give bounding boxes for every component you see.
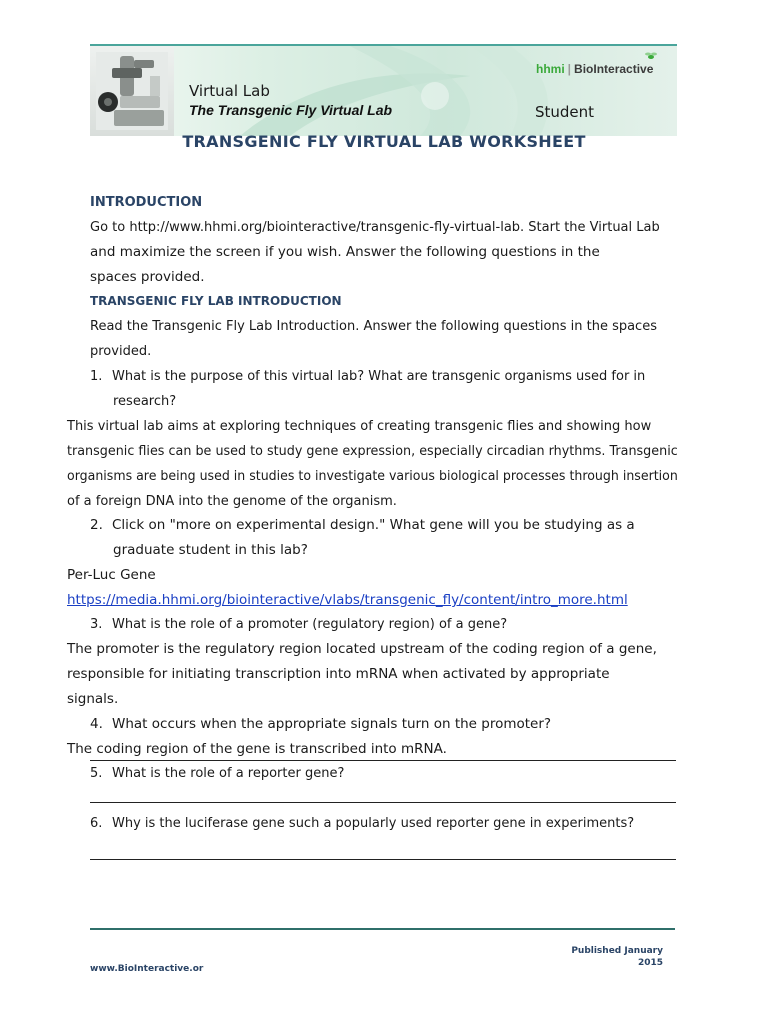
logo-hhmi: hhmi (536, 62, 565, 76)
question-text: What is the role of a reporter gene? (112, 766, 345, 781)
introduction-heading: INTRODUCTION (90, 195, 203, 210)
question-text: What is the role of a promoter (regulatory region) of a gene? (112, 617, 508, 632)
introduction-line-1: Go to http://www.hhmi.org/biointeractive/transgenic-fly-virtual-lab. Start the Virtual Lab (90, 220, 660, 235)
answer-line (90, 760, 676, 761)
question-number: 2. (90, 517, 103, 533)
answer-3-line-1: The promoter is the regulatory region located upstream of the coding region of a gene, (67, 641, 657, 657)
question-1-line-2: research? (113, 394, 177, 409)
fly-intro-line-2: provided. (90, 344, 152, 359)
question-number: 3. (90, 617, 103, 632)
question-number: 4. (90, 716, 103, 732)
question-text: Why is the luciferase gene such a popularly used reporter gene in experiments? (112, 816, 635, 831)
fly-intro-heading: TRANSGENIC FLY LAB INTRODUCTION (90, 294, 342, 308)
microscope-image (90, 46, 174, 136)
footer-published: Published January 2015 (571, 946, 663, 968)
hhmi-biointeractive-logo (536, 62, 653, 76)
question-6 (90, 816, 634, 831)
answer-3-line-3: signals. (67, 691, 119, 707)
answer-line-6[interactable] (90, 859, 676, 860)
answer-4-text: The coding region of the gene is transcribed into mRNA. (67, 741, 447, 757)
question-4 (90, 716, 551, 732)
question-number: 1. (90, 369, 103, 384)
answer-2-link[interactable]: https://media.hhmi.org/biointeractive/vlabs/transgenic_fly/content/intro_more.html (67, 592, 628, 608)
footer-rule (90, 928, 675, 930)
answer-1-line-1: This virtual lab aims at exploring techniques of creating transgenic flies and showing how (67, 419, 652, 434)
answer-1-line-4: of a foreign DNA into the genome of the organism. (67, 494, 397, 509)
introduction-line-2: and maximize the screen if you wish. Answer the following questions in the (90, 244, 600, 260)
footer-site[interactable]: www.BioInteractive.or (90, 964, 204, 974)
question-2-line-2: graduate student in this lab? (113, 542, 308, 558)
question-text: Click on "more on experimental design." What gene will you be studying as a (112, 517, 635, 533)
answer-1-line-2: transgenic flies can be used to study gene expression, especially circadian rhythms. Transgenic (67, 444, 678, 459)
banner-role-label: Student (535, 103, 595, 121)
question-5 (90, 766, 344, 781)
question-text: What is the purpose of this virtual lab? What are transgenic organisms used for in (112, 369, 646, 384)
logo-separator: | (567, 62, 572, 76)
fly-logo-icon (644, 51, 658, 61)
answer-2-text: Per-Luc Gene (67, 567, 156, 583)
answer-line-5[interactable] (90, 802, 676, 803)
question-1 (90, 369, 645, 384)
decorative-swoosh (90, 46, 677, 136)
logo-biointeractive: BioInteractive (574, 62, 654, 76)
answer-3-line-2: responsible for initiating transcription into mRNA when activated by appropriate (67, 666, 610, 682)
banner-section-label: Virtual Lab (189, 82, 270, 100)
introduction-line-3: spaces provided. (90, 269, 205, 285)
question-3 (90, 617, 507, 632)
question-number: 5. (90, 766, 103, 781)
page-title: TRANSGENIC FLY VIRTUAL LAB WORKSHEET (182, 132, 586, 151)
banner-lab-title: The Transgenic Fly Virtual Lab (189, 102, 393, 118)
footer-page-number-clipped (600, 980, 662, 984)
question-text: What occurs when the appropriate signals turn on the promoter? (112, 716, 552, 732)
answer-1-line-3: organisms are being used in studies to investigate various biological processes through insertion (67, 469, 678, 484)
header-banner (90, 44, 677, 136)
fly-intro-line-1: Read the Transgenic Fly Lab Introduction. Answer the following questions in the spaces (90, 319, 657, 334)
question-2 (90, 517, 635, 533)
question-number: 6. (90, 816, 103, 831)
